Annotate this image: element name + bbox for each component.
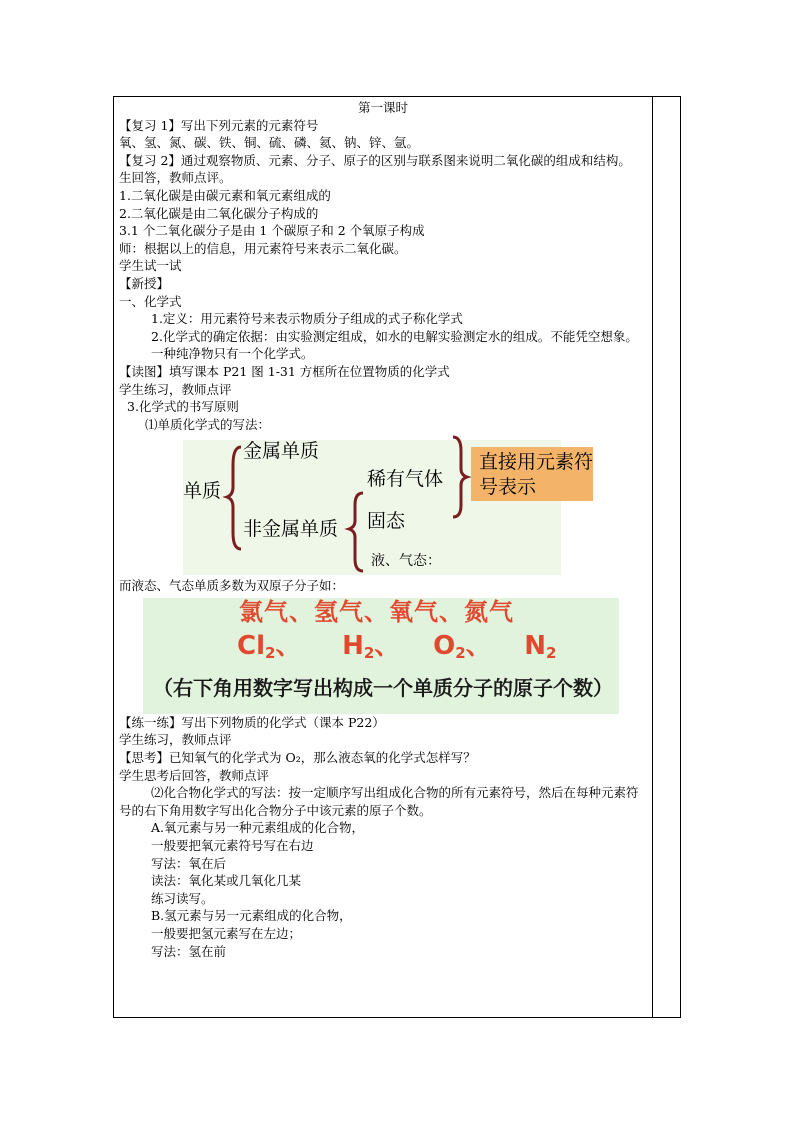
text-line: 3.1 个二氧化碳分子是由 1 个碳原子和 2 个氧原子构成: [119, 223, 425, 239]
nonmetal-label: 非金属单质: [243, 518, 339, 541]
compound-formula-paragraph: ⑵化合物化学式的写法：按一定顺序写出组成化合物的所有元素符号，然后在每种元素符号的右下角用数字写出化合物分子中该元素的原子个数。: [119, 785, 639, 818]
text-line: 学生试一试: [119, 258, 182, 274]
text-line: 一般要把氧元素符号写在右边: [151, 838, 314, 854]
lesson-title: 第一课时: [357, 100, 408, 115]
formula-h2: $H_2$、: [342, 630, 401, 662]
text-line: 一般要把氢元素写在左边；: [151, 926, 302, 941]
text-line: 写法：氧在后: [151, 855, 227, 871]
element-formula-heading: ⑴单质化学式的写法：: [145, 416, 271, 432]
text-line: 1.二氧化碳是由碳元素和氧元素组成的: [119, 187, 331, 203]
text-line: 写法：氢在前: [151, 943, 227, 959]
section-heading: 一、化学式: [119, 293, 182, 309]
text-line: 读法：氧化某或几氧化几某: [151, 873, 302, 889]
text-line: 一种纯净物只有一个化学式。: [151, 346, 314, 362]
diatomic-molecules-panel: [119, 598, 647, 714]
basis-line: 2.化学式的确定依据：由实验测定组成，如水的电解实验测定水的组成。不能凭空想象。: [151, 328, 638, 344]
text-line: B.氢元素与另一元素组成的化合物，: [151, 908, 352, 924]
text-line: A.氧元素与另一种元素组成的化合物，: [151, 820, 365, 836]
formula-o2: $O_2$、: [433, 630, 492, 662]
text-line: 学生思考后回答，教师点评: [119, 767, 270, 783]
text-line: 师：根据以上的信息，用元素符号来表示二氧化碳。: [119, 240, 407, 256]
text-line: 生回答，教师点评。: [119, 170, 232, 186]
gas-formulas: [237, 630, 557, 663]
text-line: 学生练习，教师点评: [119, 732, 232, 748]
column-divider: [652, 97, 653, 1017]
solid-label: 固态: [367, 510, 406, 533]
review-2-heading: 【复习 2】通过观察物质、元素、分子、原子的区别与联系图来说明二氧化碳的组成和结构。: [119, 152, 631, 168]
lesson-content: [119, 99, 647, 960]
text-line: 2.二氧化碳是由二氧化碳分子构成的: [119, 205, 319, 221]
review-1-heading: 【复习 1】写出下列元素的元素符号: [119, 117, 319, 133]
principle-heading: 3.化学式的书写原则: [127, 399, 239, 415]
think-heading: 【思考】已知氧气的化学式为 O₂，那么液态氧的化学式怎样写？: [119, 750, 476, 766]
gas-names: 氯气、氢气、氧气、氮气: [239, 597, 514, 626]
liquid-gas-label: 液、气态：: [371, 553, 441, 570]
element-classification-diagram: [119, 435, 647, 575]
formula-n2: $N_2$: [524, 630, 557, 662]
formula-cl2: $Cl_2$、: [237, 630, 302, 662]
subscript-note: （右下角用数字写出构成一个单质分子的原子个数）: [153, 675, 613, 700]
lesson-table: [113, 96, 681, 1018]
practice-heading: 【练一练】写出下列物质的化学式（课本 P22）: [119, 714, 385, 730]
metal-label: 金属单质: [243, 440, 320, 463]
diatomic-intro: 而液态、气态单质多数为双原子分子如：: [119, 578, 345, 594]
read-figure-heading: 【读图】填写课本 P21 图 1-31 方框所在位置物质的化学式: [119, 363, 450, 379]
text-line: 练习读写。: [151, 890, 214, 906]
noble-gas-label: 稀有气体: [367, 468, 444, 491]
diagram-root-label: 单质: [183, 480, 222, 503]
definition-line: 1.定义：用元素符号来表示物质分子组成的式子称化学式: [151, 311, 463, 327]
new-lesson-heading: 【新授】: [119, 275, 170, 291]
element-list: 氧、氢、氮、碳、铁、铜、硫、磷、氦、钠、锌、氩。: [119, 135, 420, 151]
text-line: 学生练习，教师点评: [119, 381, 232, 397]
result-box: 直接用元素符号表示: [471, 447, 593, 501]
